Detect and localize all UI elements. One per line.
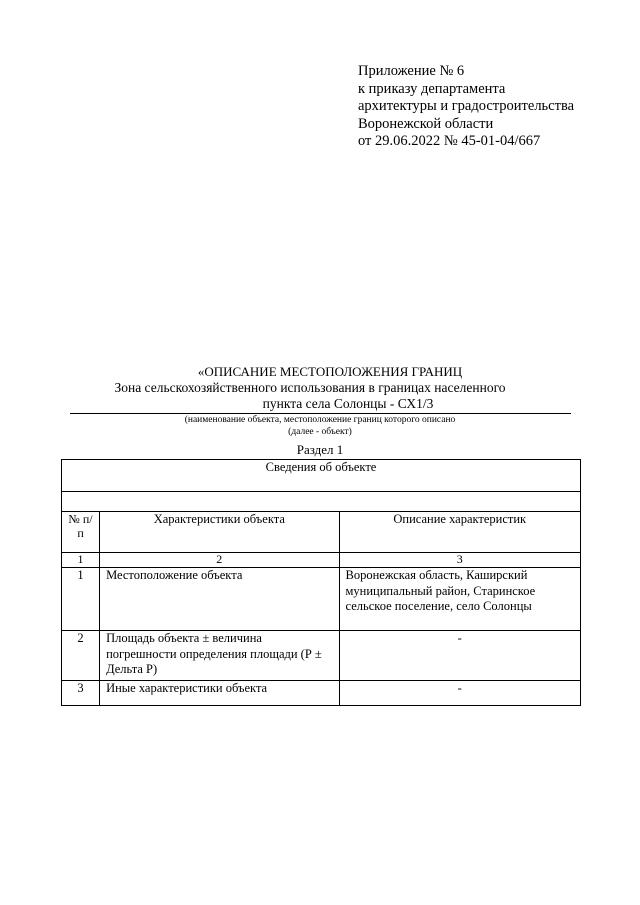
table-row (62, 681, 581, 706)
row-characteristic: Местоположение объекта (100, 568, 339, 631)
table-caption-row (62, 460, 581, 492)
table-row (62, 568, 581, 631)
empty-cell (62, 492, 581, 512)
document-title: «ОПИСАНИЕ МЕСТОПОЛОЖЕНИЯ ГРАНИЦ (197, 364, 463, 379)
row-characteristic: Иные характеристики объекта (100, 681, 339, 706)
row-characteristic: Площадь объекта ± величина погрешности определения площади (Р ± Дельта Р) (100, 631, 339, 681)
object-info-table (61, 459, 581, 706)
column-number: 2 (100, 553, 339, 568)
row-description: - (339, 681, 580, 706)
header-description: Описание характеристик (339, 512, 580, 553)
row-num: 3 (62, 681, 100, 706)
annex-line: Приложение № 6 (358, 63, 465, 79)
object-name-line: пункта села Солонцы - СХ1/3 (262, 396, 434, 411)
annex-line: от 29.06.2022 № 45-01-04/667 (358, 133, 541, 149)
column-number: 3 (339, 553, 580, 568)
row-num: 2 (62, 631, 100, 681)
header-num: № п/п (62, 512, 100, 553)
annex-header (358, 63, 574, 151)
section-title: Раздел 1 (296, 442, 344, 457)
table-row (62, 631, 581, 681)
annex-line: архитектуры и градостроительства (358, 98, 575, 114)
row-num: 1 (62, 568, 100, 631)
annex-line: к приказу департамента (358, 80, 506, 97)
table-caption: Сведения об объекте (62, 460, 581, 492)
row-description: - (339, 631, 580, 681)
column-number-row (62, 553, 581, 568)
object-name-note: (наименование объекта, местоположение границ которого описано (184, 415, 456, 425)
row-description: Воронежская область, Каширский муниципальный район, Старинское сельское поселение, село Солонцы (339, 568, 580, 631)
object-name-note: (далее - объект) (288, 427, 352, 437)
object-name-line: Зона сельскохозяйственного использования в границах населенного (114, 380, 506, 395)
column-number: 1 (62, 553, 100, 568)
annex-line: Воронежской области (358, 115, 494, 132)
table-header-row (62, 512, 581, 553)
underline-divider (70, 413, 571, 414)
table-empty-row (62, 492, 581, 512)
header-characteristic: Характеристики объекта (100, 512, 339, 553)
